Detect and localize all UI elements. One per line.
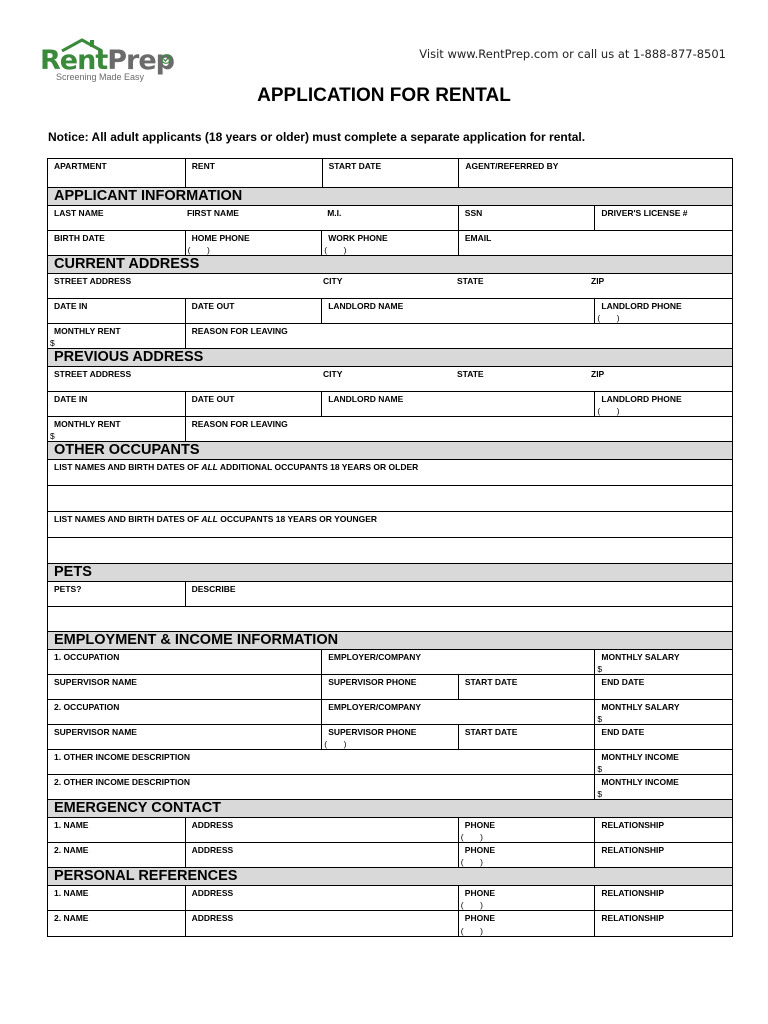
address-1-label: ADDRESS: [191, 820, 234, 830]
date-in-label: DATE IN: [54, 394, 88, 404]
end-date-2-label: END DATE: [601, 727, 645, 737]
form-row-other-income-1: [48, 750, 732, 775]
visit-contact-text: Visit www.RentPrep.com or call us at 1-888-877-8501: [419, 47, 726, 61]
relationship-1-label: RELATIONSHIP: [601, 888, 665, 898]
reference-name-1-field[interactable]: [48, 886, 185, 910]
occupation-1-label: 1. OCCUPATION: [54, 652, 120, 662]
pets-describe-field[interactable]: [185, 582, 732, 606]
emergency-address-1-field[interactable]: [185, 818, 458, 842]
rentprep-logo: [40, 38, 180, 86]
landlord-phone-label: LANDLORD PHONE: [601, 301, 682, 311]
section-emergency-contact: EMERGENCY CONTACT: [48, 800, 732, 818]
phone-1-label: PHONE: [464, 820, 496, 830]
other-income-1-field[interactable]: [48, 750, 594, 774]
occupants-younger-label: LIST NAMES AND BIRTH DATES OF ALL OCCUPANTS 18 YEARS OR YOUNGER: [54, 514, 378, 524]
phone-hint: ( ): [460, 832, 483, 842]
form-row-contact: [48, 231, 732, 256]
current-street-address-field[interactable]: [48, 274, 732, 298]
previous-date-in-field[interactable]: [48, 392, 185, 416]
start-date-2-field[interactable]: [458, 725, 595, 749]
form-row-occupants-younger-label: [48, 512, 732, 538]
ssn-field[interactable]: [458, 206, 595, 230]
pets-describe-extra[interactable]: [48, 607, 732, 632]
apartment-label: APARTMENT: [54, 161, 107, 171]
occupants-older-input[interactable]: [48, 486, 732, 512]
home-phone-field[interactable]: [185, 231, 322, 255]
monthly-rent-label: MONTHLY RENT: [54, 419, 121, 429]
supervisor-2-label: SUPERVISOR NAME: [54, 727, 137, 737]
occupants-younger-field[interactable]: [48, 538, 732, 563]
phone-2-label: PHONE: [464, 913, 496, 923]
form-row-reference-1: [48, 886, 732, 911]
dollar-sign: $: [597, 714, 603, 724]
email-field[interactable]: [458, 231, 732, 255]
zip-label: ZIP: [591, 276, 605, 286]
apartment-field[interactable]: [48, 159, 185, 187]
landlord-name-label: LANDLORD NAME: [328, 394, 404, 404]
occupation-1-field[interactable]: [48, 650, 321, 674]
reference-relationship-1-field[interactable]: [594, 886, 732, 910]
agent-label: AGENT/REFERRED BY: [465, 161, 559, 171]
section-pets: PETS: [48, 564, 732, 582]
street-address-label: STREET ADDRESS: [54, 276, 132, 286]
rent-label: RENT: [191, 161, 215, 171]
form-row-names: [48, 206, 732, 231]
state-label: STATE: [457, 276, 484, 286]
previous-street-address-field[interactable]: [48, 367, 732, 391]
reference-phone-1-field[interactable]: [458, 886, 595, 910]
emergency-relationship-2-field[interactable]: [594, 843, 732, 867]
form-row-previous-street: [48, 367, 732, 392]
supervisor-phone-1-field[interactable]: [321, 675, 458, 699]
rental-application-form: [47, 158, 733, 937]
describe-label: DESCRIBE: [191, 584, 236, 594]
phone-1-label: PHONE: [464, 888, 496, 898]
supervisor-1-field[interactable]: [48, 675, 321, 699]
ssn-label: SSN: [464, 208, 483, 218]
form-row-top: [48, 159, 732, 188]
occupants-older-heading: [48, 460, 732, 485]
reference-relationship-2-field[interactable]: [594, 911, 732, 936]
logo-rent: Rent: [40, 45, 108, 76]
reason-label: REASON FOR LEAVING: [191, 419, 288, 429]
pets-label: PETS?: [54, 584, 82, 594]
first-name-label: FIRST NAME: [187, 208, 239, 218]
name-2-label: 2. NAME: [54, 845, 89, 855]
start-date-label: START DATE: [328, 161, 382, 171]
name-1-label: 1. NAME: [54, 820, 89, 830]
reason-label: REASON FOR LEAVING: [191, 326, 288, 336]
drivers-license-label: DRIVER'S LICENSE #: [601, 208, 688, 218]
occupants-older-label: LIST NAMES AND BIRTH DATES OF ALL ADDITIONAL OCCUPANTS 18 YEARS OR OLDER: [54, 462, 419, 472]
emergency-name-1-field[interactable]: [48, 818, 185, 842]
occupants-younger-heading: [48, 512, 732, 537]
phone-hint: ( ): [460, 857, 483, 867]
section-personal-references: PERSONAL REFERENCES: [48, 868, 732, 886]
monthly-salary-2-label: MONTHLY SALARY: [601, 702, 680, 712]
form-row-current-rent: [48, 324, 732, 349]
form-row-occupation-2: [48, 700, 732, 725]
last-first-name-field[interactable]: [48, 206, 321, 230]
emergency-name-2-field[interactable]: [48, 843, 185, 867]
employer-2-field[interactable]: [321, 700, 594, 724]
reference-name-2-field[interactable]: [48, 911, 185, 936]
supervisor-phone-2-field[interactable]: [321, 725, 458, 749]
section-other-occupants: OTHER OCCUPANTS: [48, 442, 732, 460]
end-date-1-field[interactable]: [594, 675, 732, 699]
street-address-label: STREET ADDRESS: [54, 369, 132, 379]
other-income-2-field[interactable]: [48, 775, 594, 799]
birth-date-field[interactable]: [48, 231, 185, 255]
check-mark-icon: [161, 54, 171, 64]
form-row-supervisor-1: [48, 675, 732, 700]
logo-tagline: Screening Made Easy: [56, 72, 145, 82]
emergency-address-2-field[interactable]: [185, 843, 458, 867]
form-row-emergency-1: [48, 818, 732, 843]
relationship-2-label: RELATIONSHIP: [601, 913, 665, 923]
monthly-income-1-field[interactable]: [594, 750, 732, 774]
phone-hint: ( ): [324, 245, 347, 255]
monthly-salary-1-label: MONTHLY SALARY: [601, 652, 680, 662]
city-label: CITY: [323, 276, 343, 286]
monthly-salary-1-field[interactable]: [594, 650, 732, 674]
phone-hint: ( ): [460, 900, 483, 910]
monthly-income-1-label: MONTHLY INCOME: [601, 752, 679, 762]
section-employment-income: EMPLOYMENT & INCOME INFORMATION: [48, 632, 732, 650]
work-phone-field[interactable]: [321, 231, 458, 255]
mi-label: M.I.: [327, 208, 342, 218]
employer-2-label: EMPLOYER/COMPANY: [328, 702, 422, 712]
address-1-label: ADDRESS: [191, 888, 234, 898]
other-income-2-label: 2. OTHER INCOME DESCRIPTION: [54, 777, 191, 787]
mi-field[interactable]: [321, 206, 458, 230]
notice-text: Notice: All adult applicants (18 years or older) must complete a separate application for rental.: [48, 130, 586, 144]
dollar-sign: $: [597, 789, 603, 799]
form-row-other-income-2: [48, 775, 732, 800]
name-1-label: 1. NAME: [54, 888, 89, 898]
form-row-emergency-2: [48, 843, 732, 868]
previous-monthly-rent-field[interactable]: [48, 417, 185, 441]
monthly-salary-2-field[interactable]: [594, 700, 732, 724]
agent-field[interactable]: [458, 159, 732, 187]
end-date-1-label: END DATE: [601, 677, 645, 687]
address-2-label: ADDRESS: [191, 845, 234, 855]
previous-date-out-field[interactable]: [185, 392, 322, 416]
form-row-reference-2: [48, 911, 732, 936]
dollar-sign: $: [50, 338, 55, 348]
reference-address-1-field[interactable]: [185, 886, 458, 910]
form-row-previous-dates: [48, 392, 732, 417]
date-out-label: DATE OUT: [191, 301, 235, 311]
monthly-income-2-label: MONTHLY INCOME: [601, 777, 679, 787]
section-current-address: CURRENT ADDRESS: [48, 256, 732, 274]
relationship-1-label: RELATIONSHIP: [601, 820, 665, 830]
pets-extra-field[interactable]: [48, 607, 732, 631]
occupants-older-field[interactable]: [48, 486, 732, 511]
last-name-label: LAST NAME: [54, 208, 104, 218]
start-date-2-label: START DATE: [464, 727, 518, 737]
section-applicant-information: APPLICANT INFORMATION: [48, 188, 732, 206]
dollar-sign: $: [50, 431, 55, 441]
drivers-license-field[interactable]: [594, 206, 732, 230]
previous-landlord-name-field[interactable]: [321, 392, 594, 416]
email-label: EMAIL: [464, 233, 492, 243]
form-row-pets: [48, 582, 732, 607]
form-row-supervisor-2: [48, 725, 732, 750]
occupation-2-label: 2. OCCUPATION: [54, 702, 120, 712]
relationship-2-label: RELATIONSHIP: [601, 845, 665, 855]
previous-landlord-phone-field[interactable]: [594, 392, 732, 416]
city-label: CITY: [323, 369, 343, 379]
phone-2-label: PHONE: [464, 845, 496, 855]
phone-hint: ( ): [460, 926, 483, 936]
start-date-1-field[interactable]: [458, 675, 595, 699]
current-reason-field[interactable]: [185, 324, 732, 348]
logo-prep: Prep: [107, 45, 174, 76]
current-date-out-field[interactable]: [185, 299, 322, 323]
form-row-previous-rent: [48, 417, 732, 442]
work-phone-label: WORK PHONE: [328, 233, 388, 243]
current-landlord-name-field[interactable]: [321, 299, 594, 323]
dollar-sign: $: [597, 664, 603, 674]
birth-date-label: BIRTH DATE: [54, 233, 105, 243]
form-row-current-dates: [48, 299, 732, 324]
supervisor-phone-2-label: SUPERVISOR PHONE: [328, 727, 417, 737]
emergency-phone-1-field[interactable]: [458, 818, 595, 842]
emergency-phone-2-field[interactable]: [458, 843, 595, 867]
pets-field[interactable]: [48, 582, 185, 606]
employer-1-label: EMPLOYER/COMPANY: [328, 652, 422, 662]
phone-hint: ( ): [597, 313, 620, 323]
current-landlord-phone-field[interactable]: [594, 299, 732, 323]
phone-hint: ( ): [187, 245, 210, 255]
landlord-name-label: LANDLORD NAME: [328, 301, 404, 311]
occupants-younger-input[interactable]: [48, 538, 732, 564]
occupation-2-field[interactable]: [48, 700, 321, 724]
dollar-sign: $: [597, 764, 603, 774]
phone-hint: ( ): [597, 406, 620, 416]
rent-field[interactable]: [185, 159, 322, 187]
phone-hint: ( ): [324, 739, 347, 749]
employer-1-field[interactable]: [321, 650, 594, 674]
start-date-1-label: START DATE: [464, 677, 518, 687]
monthly-income-2-field[interactable]: [594, 775, 732, 799]
current-monthly-rent-field[interactable]: [48, 324, 185, 348]
supervisor-phone-1-label: SUPERVISOR PHONE: [328, 677, 417, 687]
previous-reason-field[interactable]: [185, 417, 732, 441]
current-date-in-field[interactable]: [48, 299, 185, 323]
reference-phone-2-field[interactable]: [458, 911, 595, 936]
supervisor-2-field[interactable]: [48, 725, 321, 749]
form-row-occupation-1: [48, 650, 732, 675]
state-label: STATE: [457, 369, 484, 379]
emergency-relationship-1-field[interactable]: [594, 818, 732, 842]
page-title: APPLICATION FOR RENTAL: [257, 85, 511, 106]
start-date-field[interactable]: [322, 159, 459, 187]
landlord-phone-label: LANDLORD PHONE: [601, 394, 682, 404]
reference-address-2-field[interactable]: [185, 911, 458, 936]
form-row-current-street: [48, 274, 732, 299]
supervisor-1-label: SUPERVISOR NAME: [54, 677, 137, 687]
home-phone-label: HOME PHONE: [191, 233, 250, 243]
date-in-label: DATE IN: [54, 301, 88, 311]
section-previous-address: PREVIOUS ADDRESS: [48, 349, 732, 367]
name-2-label: 2. NAME: [54, 913, 89, 923]
monthly-rent-label: MONTHLY RENT: [54, 326, 121, 336]
form-row-occupants-older-label: [48, 460, 732, 486]
other-income-1-label: 1. OTHER INCOME DESCRIPTION: [54, 752, 191, 762]
address-2-label: ADDRESS: [191, 913, 234, 923]
end-date-2-field[interactable]: [594, 725, 732, 749]
date-out-label: DATE OUT: [191, 394, 235, 404]
zip-label: ZIP: [591, 369, 605, 379]
